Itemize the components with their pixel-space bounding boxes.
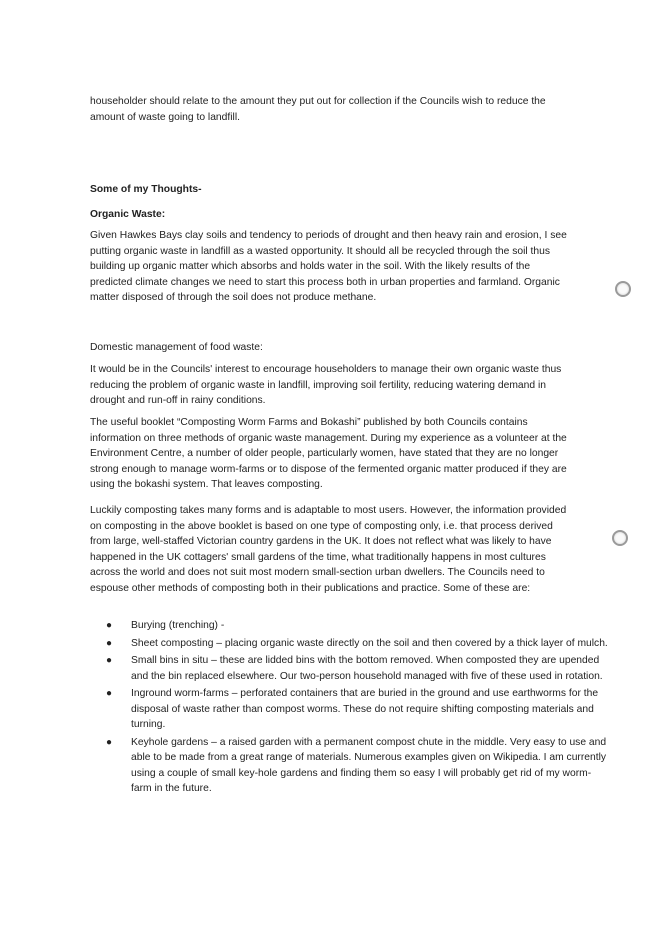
list-item bbox=[106, 618, 611, 634]
bullet-icon: ● bbox=[106, 655, 113, 666]
intro-paragraph: householder should relate to the amount they put out for collection if the Councils wish to reduce the amount of waste going to landfill. bbox=[90, 96, 546, 123]
bullet-icon: ● bbox=[106, 736, 113, 748]
organic-waste-heading: Organic Waste: bbox=[90, 209, 166, 220]
punch-hole-icon bbox=[612, 530, 628, 546]
list-item-text: Keyhole gardens – a raised garden with a permanent compost chute in the middle. Very easy to use and able to be made from a great range of materials. Numerous examples given on Wikipedia. I am currently using a couple of small key-hole gardens and finding them so easy I will probably get rid of my worm-farm in the future. bbox=[131, 736, 607, 794]
punch-hole-icon bbox=[615, 281, 631, 297]
domestic-heading: Domestic management of food waste: bbox=[90, 342, 263, 353]
bullet-icon: ● bbox=[106, 620, 113, 631]
thoughts-heading: Some of my Thoughts- bbox=[90, 184, 202, 195]
bullet-icon: ● bbox=[106, 637, 113, 649]
list-item-text: Sheet composting – placing organic waste directly on the soil and then covered by a thick layer of mulch. bbox=[131, 637, 608, 649]
list-item bbox=[106, 686, 611, 733]
list-item bbox=[106, 636, 611, 652]
organic-waste-paragraph: Given Hawkes Bays clay soils and tendency to periods of drought and then heavy rain and erosion, I see putting organic waste in landfill as a wasted opportunity. It should all be recycled through the soil thus building up organic matter which absorbs and holds water in the soil. With the likely results of the predicted climate changes we need to start this process both in urban properties and farmland. Organic matter disposed of through the soil does not produce methane. bbox=[90, 230, 567, 303]
bullet-icon: ● bbox=[106, 688, 113, 699]
list-item bbox=[106, 653, 611, 684]
composting-paragraph: Luckily composting takes many forms and is adaptable to most users. However, the information provided on composting in the above booklet is based on one type of composting only, i.e. that process derived from large, well-staffed Victorian country gardens in the UK. It does not reflect what was likely to have happened in the UK cottagers' small gardens of the time, what traditionally happens in most cultures across the world and does not suit most modern small-section urban dwellers. The Councils need to espouse other methods of composting both in their publications and practice. Some of these are: bbox=[90, 505, 567, 594]
domestic-paragraph-1: It would be in the Councils' interest to encourage householders to manage their own organic waste thus reducing the problem of organic waste in landfill, improving soil fertility, reducing watering demand in drought and run-off in rainy conditions. bbox=[90, 364, 562, 406]
list-item bbox=[106, 735, 611, 797]
composting-methods-list bbox=[90, 618, 611, 799]
list-item-text: Inground worm-farms – perforated containers that are buried in the ground and use earthworms for the disposal of waste rather than compost worms. These do not require shifting composting materials and turning. bbox=[131, 688, 599, 730]
booklet-paragraph: The useful booklet “Composting Worm Farms and Bokashi” published by both Councils contains information on three methods of organic waste management. During my experience as a volunteer at the Environment Centre, a number of older people, particularly women, have stated that they are no longer strong enough to manage worm-farms or to dispose of the fermented organic matter produced if they are using the bokashi system. That leaves composting. bbox=[90, 417, 567, 490]
list-item-text: Small bins in situ – these are lidded bins with the bottom removed. When composted they are upended and the bin replaced elsewhere. Our two-person household managed with five of these used in rotation. bbox=[131, 655, 603, 682]
list-item-text: Burying (trenching) - bbox=[131, 620, 225, 631]
